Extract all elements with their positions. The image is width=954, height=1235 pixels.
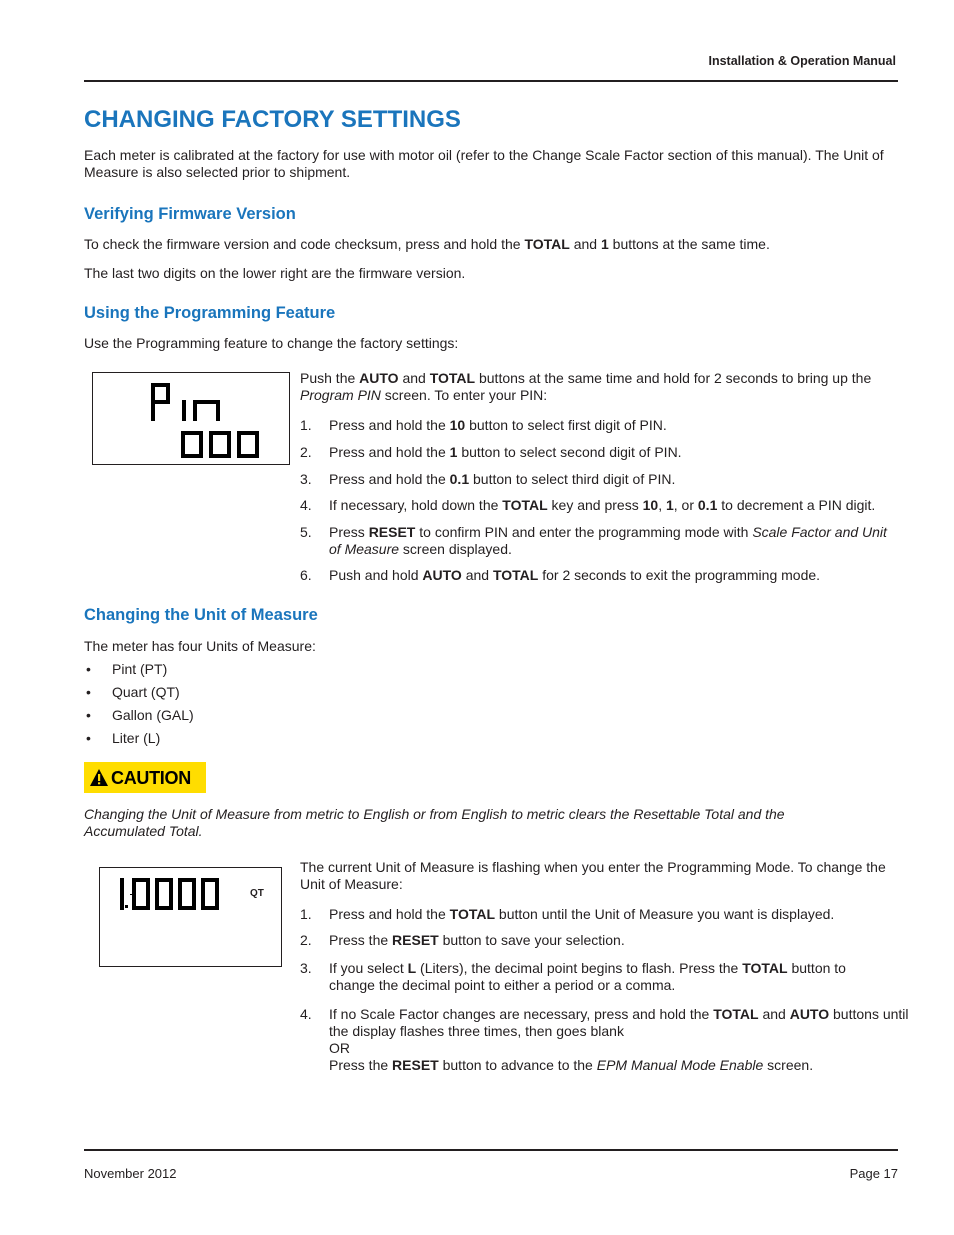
list-item: 3. Press and hold the 0.1 button to select third digit of PIN.: [300, 471, 676, 487]
pin-lcd-segments: [93, 373, 289, 464]
units-steps: [300, 906, 909, 1074]
pin-lcd-display: [92, 372, 290, 465]
caution-word: CAUTION: [111, 768, 191, 788]
programming-steps: [300, 417, 900, 587]
list-item: 5. Press RESET to confirm PIN and enter the programming mode with Scale Factor and Unit of Measure screen displayed.: [300, 524, 887, 557]
list-item: • Quart (QT): [86, 684, 180, 700]
list-item: • Pint (PT): [86, 661, 168, 677]
firmware-note: The last two digits on the lower right are the firmware version.: [84, 265, 466, 281]
list-item: 4. If no Scale Factor changes are necessary, press and hold the TOTAL and AUTO buttons until the display flashes three times, then goes blank OR Press the RESET button to advance to the EPM Manual Mode Enable screen.: [300, 1006, 909, 1073]
header-rule: [84, 80, 898, 82]
unit-indicator: QT: [250, 888, 264, 899]
list-item: 1. Press and hold the TOTAL button until the Unit of Measure you want is displayed.: [300, 906, 835, 922]
programming-intro: Use the Programming feature to change the factory settings:: [84, 335, 459, 351]
firmware-heading: Verifying Firmware Version: [84, 205, 296, 223]
list-item: 2. Press and hold the 1 button to select second digit of PIN.: [300, 444, 682, 460]
caution-label: [84, 762, 206, 793]
warning-triangle-icon: [89, 768, 109, 787]
units-intro: The meter has four Units of Measure:: [84, 638, 316, 654]
manual-title: Installation & Operation Manual: [708, 54, 896, 68]
caution-text: Changing the Unit of Measure from metric to English or from English to metric clears the Resettable Total and the Accumulated Total.: [84, 806, 785, 839]
programming-lead: Push the AUTO and TOTAL buttons at the same time and hold for 2 seconds to bring up the Program PIN screen. To enter your PIN:: [300, 370, 872, 403]
intro-paragraph: Each meter is calibrated at the factory for use with motor oil (refer to the Change Scale Factor section of this manual). The Unit of Measure is also selected prior to shipment.: [84, 147, 884, 180]
units-list: [84, 661, 194, 753]
firmware-instruction: To check the firmware version and code checksum, press and hold the TOTAL and 1 buttons at the same time.: [84, 236, 770, 252]
list-item: • Gallon (GAL): [86, 707, 194, 723]
units-heading: Changing the Unit of Measure: [84, 606, 318, 624]
page-number: Page 17: [849, 1166, 898, 1181]
footer-rule: [84, 1149, 898, 1151]
units-lead: The current Unit of Measure is flashing when you enter the Programming Mode. To change the Unit of Measure:: [300, 859, 886, 892]
footer-date: November 2012: [84, 1166, 177, 1181]
list-item: • Liter (L): [86, 730, 161, 746]
list-item: 1. Press and hold the 10 button to select first digit of PIN.: [300, 417, 667, 433]
list-item: 2. Press the RESET button to save your selection.: [300, 932, 625, 948]
page-title: CHANGING FACTORY SETTINGS: [84, 106, 461, 133]
unit-lcd-segments: [100, 868, 281, 966]
unit-lcd-display: [99, 867, 282, 967]
list-item: 4. If necessary, hold down the TOTAL key and press 10, 1, or 0.1 to decrement a PIN digit.: [300, 497, 876, 513]
list-item: 3. If you select L (Liters), the decimal point begins to flash. Press the TOTAL button to change the decimal point to either a period or a comma.: [300, 960, 846, 993]
list-item: 6. Push and hold AUTO and TOTAL for 2 seconds to exit the programming mode.: [300, 567, 821, 583]
programming-heading: Using the Programming Feature: [84, 304, 336, 322]
